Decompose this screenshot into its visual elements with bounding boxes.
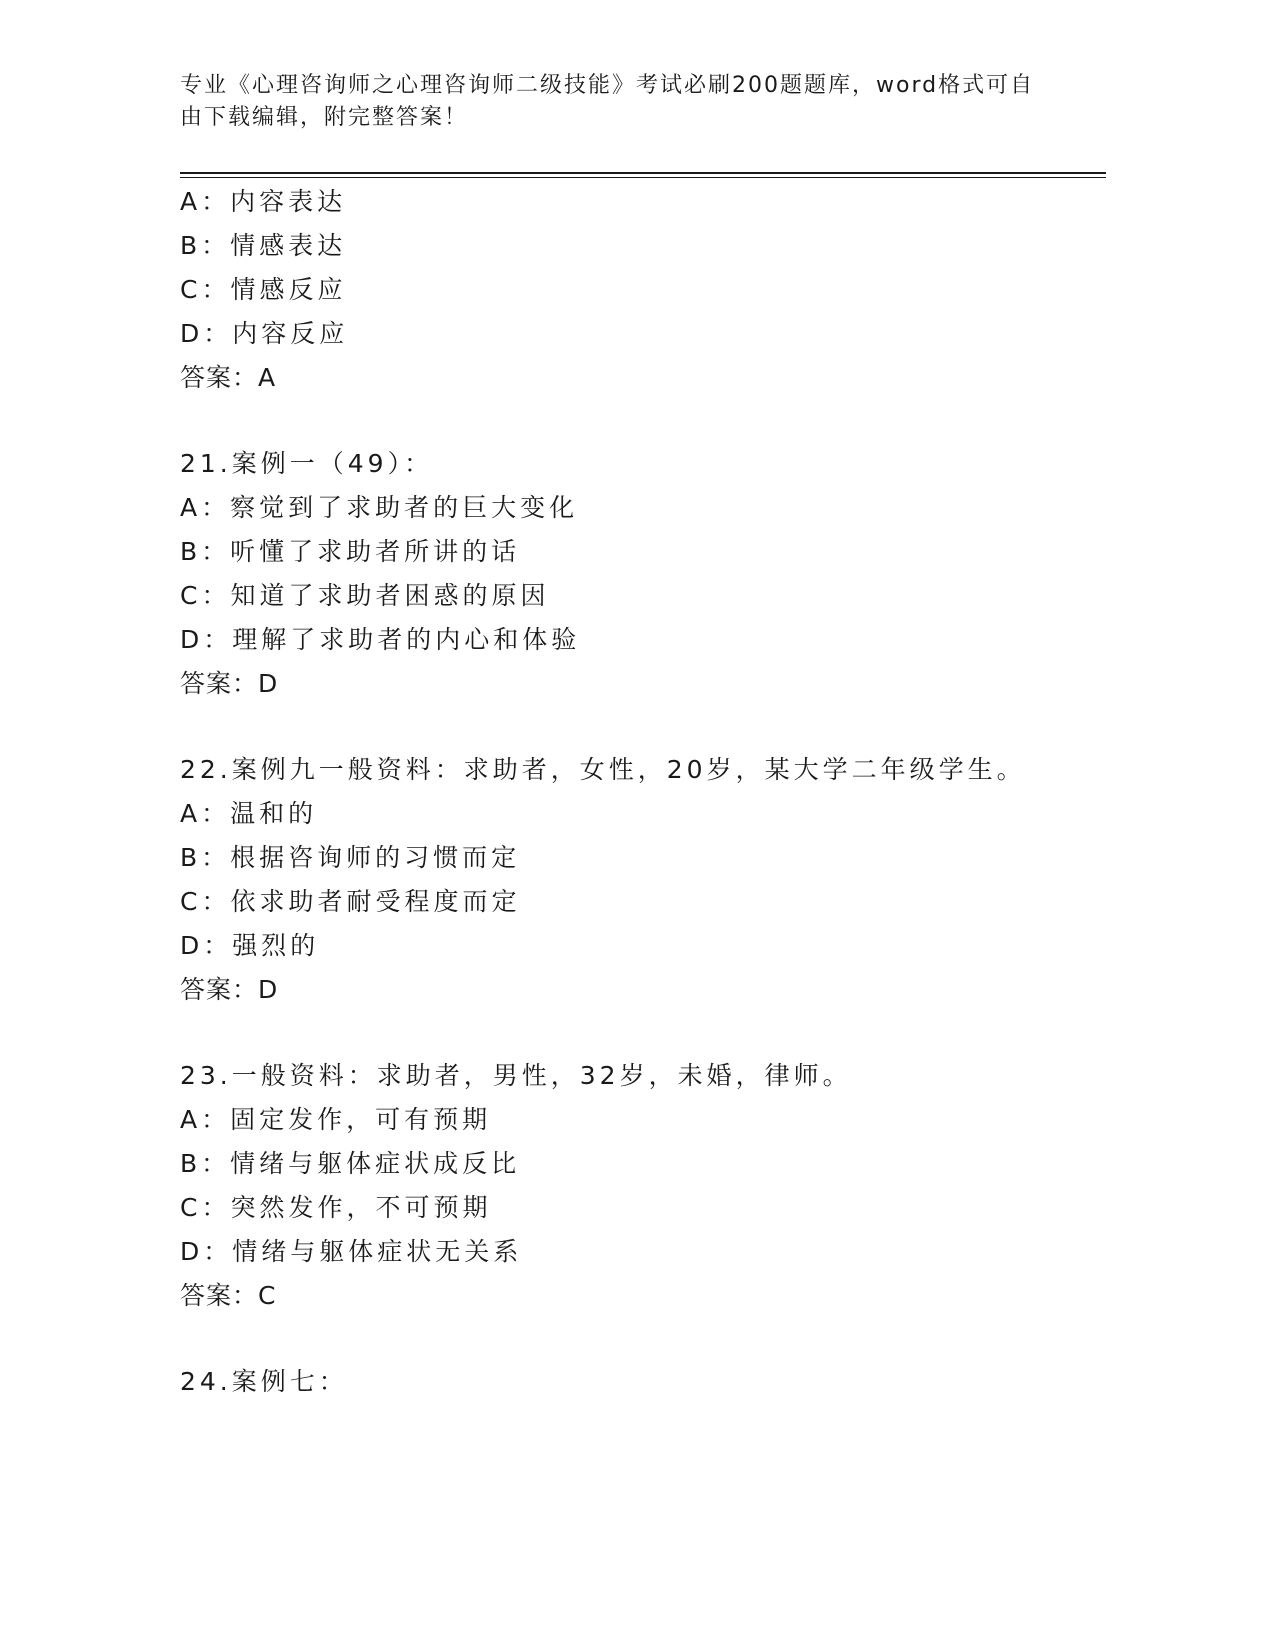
block-spacer	[180, 1318, 1106, 1360]
block-spacer	[180, 400, 1106, 442]
answer-line: 答案：D	[180, 975, 279, 1004]
answer-line: 答案：A	[180, 363, 277, 392]
question-block-24	[180, 1360, 1106, 1404]
option-a: A：温和的	[180, 799, 318, 828]
question-block-23	[180, 1054, 1106, 1318]
document-header	[180, 70, 1060, 134]
header-intro-line-1: 专业《心理咨询师之心理咨询师二级技能》考试必刷200题题库，word格式可自	[180, 73, 1035, 98]
option-a: A：内容表达	[180, 187, 347, 216]
option-b: B：情绪与躯体症状成反比	[180, 1149, 521, 1178]
option-a: A：固定发作，可有预期	[180, 1105, 492, 1134]
option-a: A：察觉到了求助者的巨大变化	[180, 493, 579, 522]
question-stem: 24.案例七：	[180, 1367, 348, 1396]
option-b: B：根据咨询师的习惯而定	[180, 843, 521, 872]
option-d: D：强烈的	[180, 931, 320, 960]
block-spacer	[180, 1012, 1106, 1054]
option-d: D：情绪与躯体症状无关系	[180, 1237, 523, 1266]
option-d: D：内容反应	[180, 319, 349, 348]
question-list	[180, 180, 1106, 1404]
header-intro-line-2: 由下载编辑，附完整答案！	[180, 105, 469, 130]
option-b: B：情感表达	[180, 231, 347, 260]
option-d: D：理解了求助者的内心和体验	[180, 625, 581, 654]
answer-line: 答案：D	[180, 669, 279, 698]
option-c: C：突然发作，不可预期	[180, 1193, 492, 1222]
question-block-21	[180, 442, 1106, 706]
option-c: C：情感反应	[180, 275, 347, 304]
option-b: B：听懂了求助者所讲的话	[180, 537, 521, 566]
question-stem: 22.案例九一般资料：求助者，女性，20岁，某大学二年级学生。	[180, 755, 1026, 784]
question-block-22	[180, 748, 1106, 1012]
question-block-20	[180, 180, 1106, 400]
answer-line: 答案：C	[180, 1281, 277, 1310]
header-divider	[180, 172, 1106, 178]
block-spacer	[180, 706, 1106, 748]
option-c: C：知道了求助者困惑的原因	[180, 581, 550, 610]
question-stem: 21.案例一（49）：	[180, 449, 434, 478]
question-stem: 23.一般资料：求助者，男性，32岁，未婚，律师。	[180, 1061, 852, 1090]
option-c: C：依求助者耐受程度而定	[180, 887, 521, 916]
